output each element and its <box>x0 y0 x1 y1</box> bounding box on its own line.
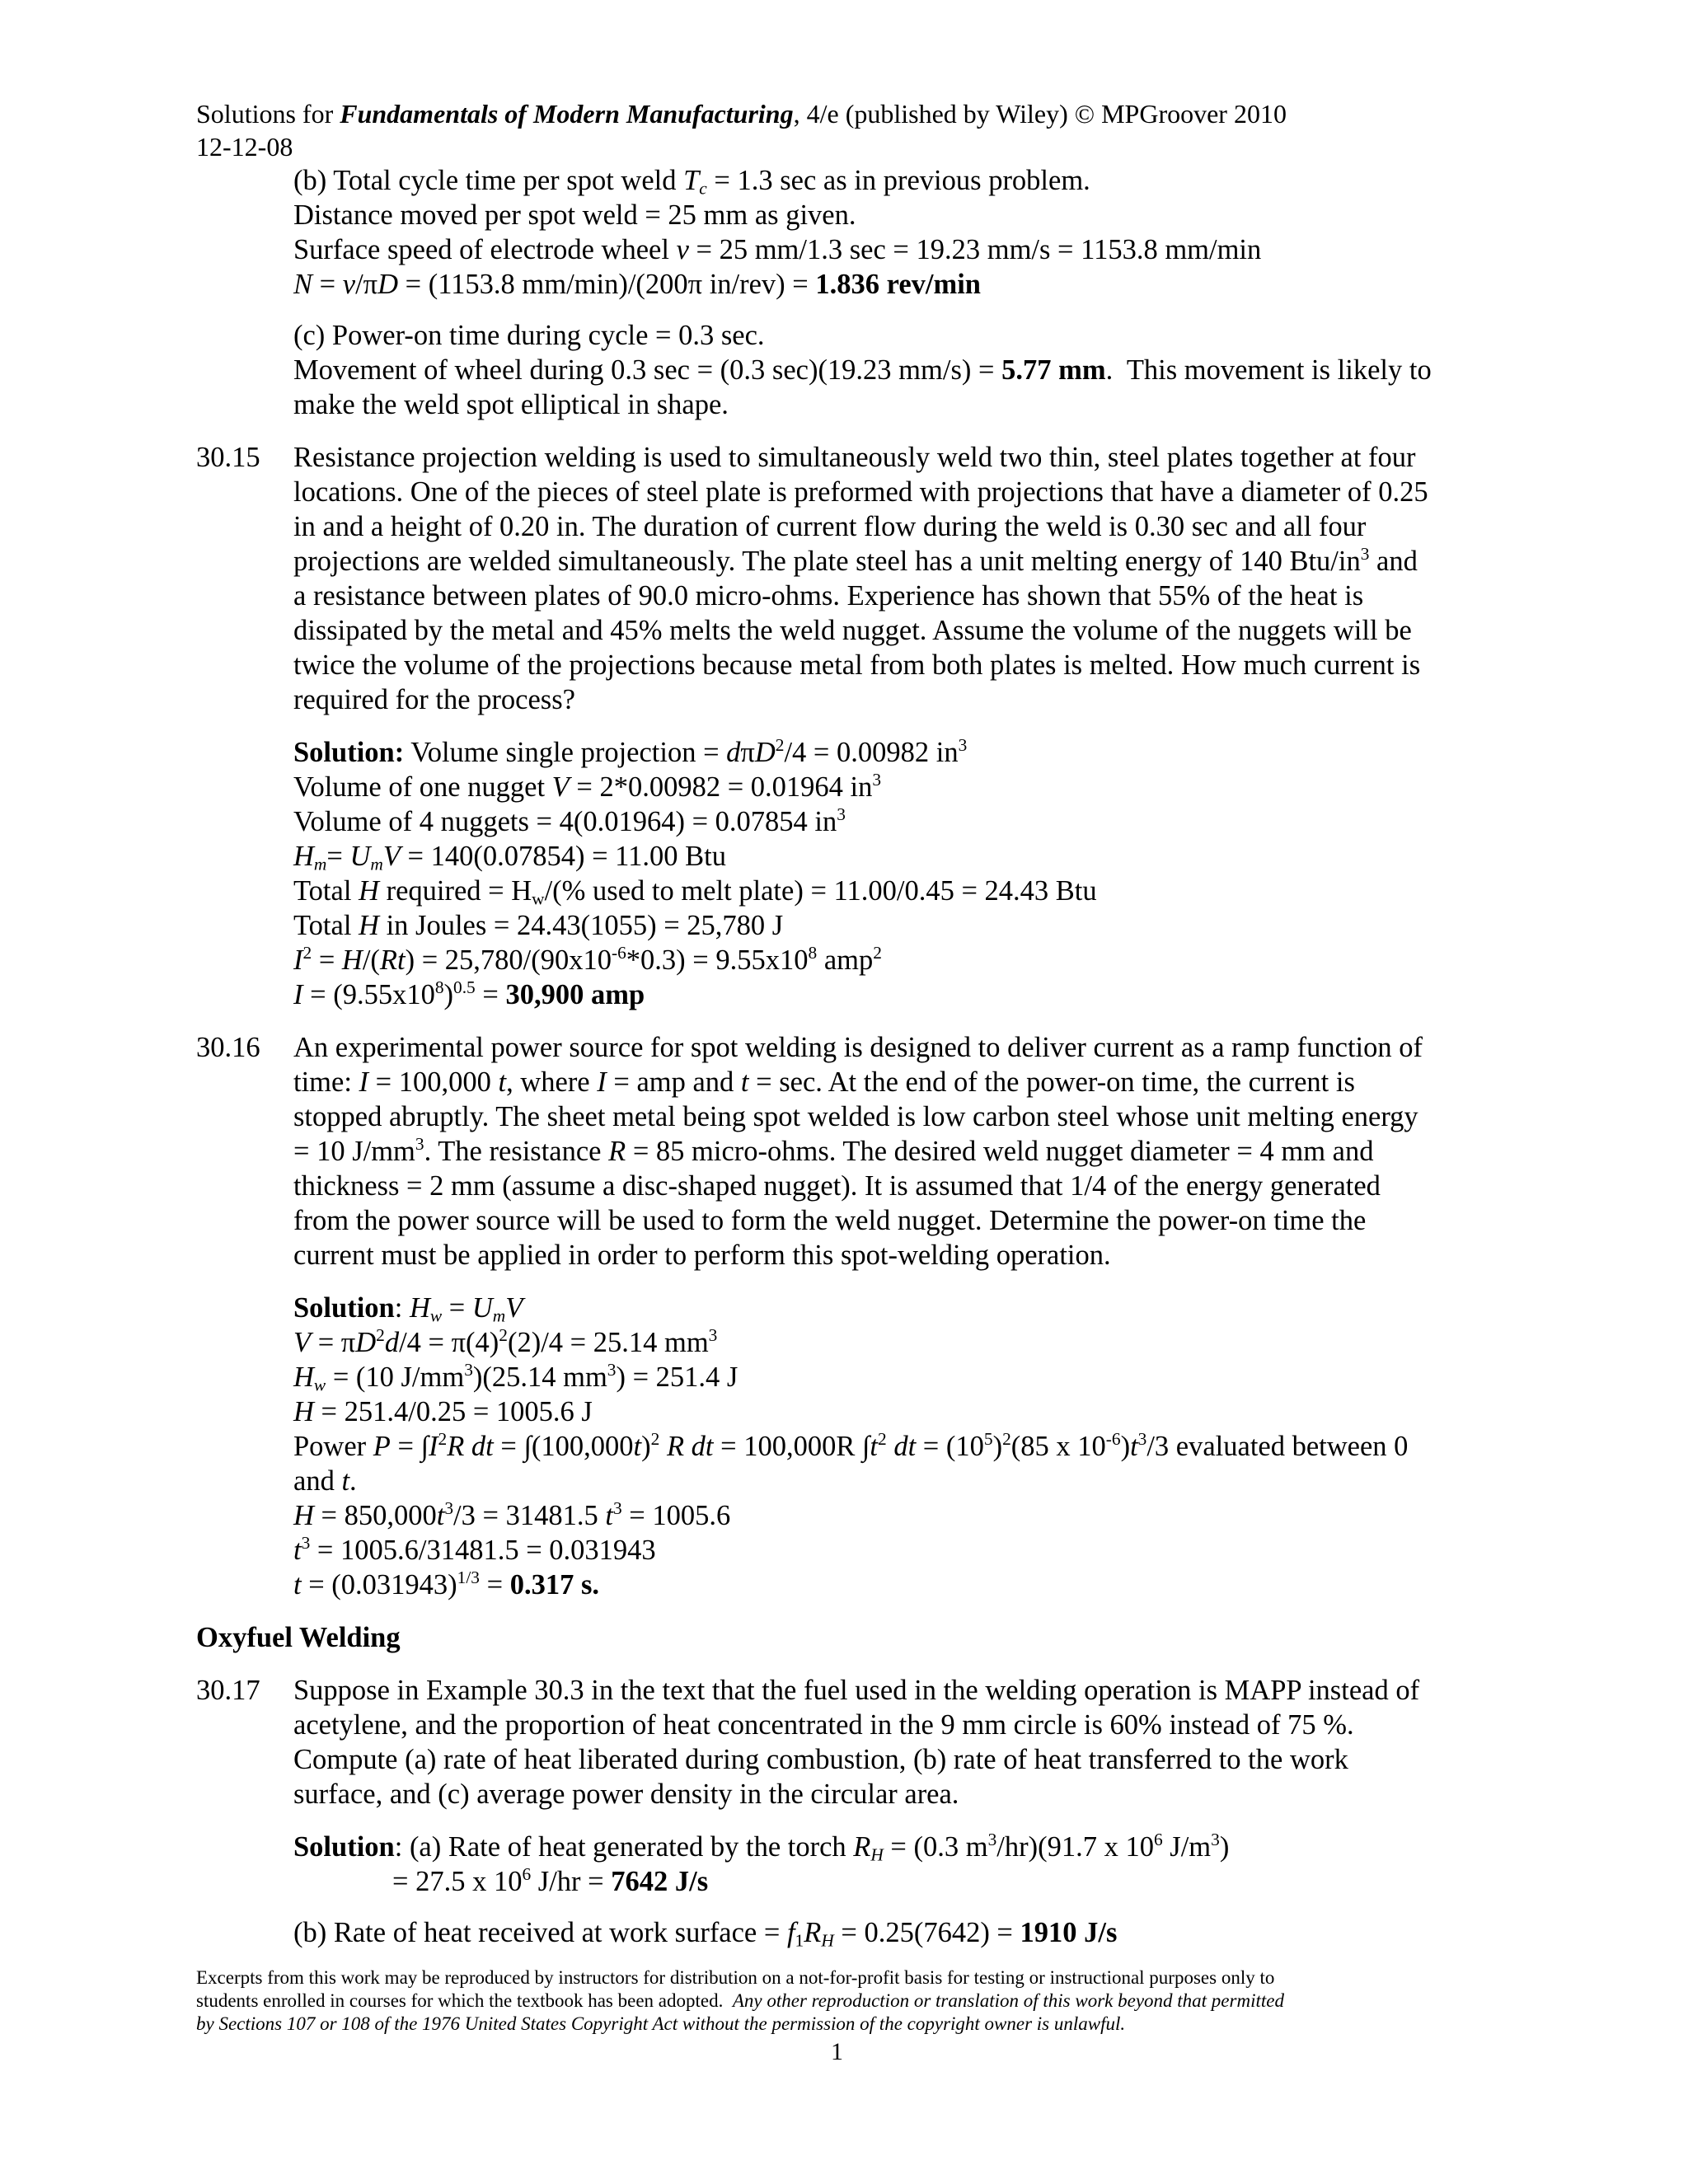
solution-line: (c) Power-on time during cycle = 0.3 sec. <box>293 320 765 351</box>
solution-line: (b) Rate of heat received at work surface = $f_1R_H = 0.25(7642) = 1910$ J/s <box>293 1917 1118 1951</box>
solution-line: $I^2 = H/(Rt) = 25,780/(90x10^{-6}*0.3) = 9.55x10^8$ amp$^2$ <box>293 943 882 976</box>
solution-line: Solution: $H_w = U_mV$ <box>293 1292 523 1326</box>
problem-number: 30.17 <box>196 1675 260 1706</box>
solution-line: H = 251.4/0.25 = 1005.6 J <box>293 1396 593 1427</box>
problem-text: locations. One of the pieces of steel plate is preformed with projections that have a diameter of 0.25 <box>293 476 1428 508</box>
problem-text: a resistance between plates of 90.0 micro-ohms. Experience has shown that 55% of the heat is <box>293 580 1364 612</box>
problem-text: time: I = 100,000 t, where I = amp and t = sec. At the end of the power-on time, the current is <box>293 1066 1355 1098</box>
copyright-footer: by Sections 107 or 108 of the 1976 United States Copyright Act without the permission of the copyright owner is unlawful. <box>196 2013 1126 2034</box>
solution-line: $t^3 = 1005.6/31481.5 = 0.031943$ <box>293 1533 656 1566</box>
problem-text: twice the volume of the projections because metal from both plates is melted. How much current is <box>293 649 1421 681</box>
problem-text: projections are welded simultaneously. The plate steel has a unit melting energy of 140 Btu/$in^3$ and <box>293 544 1418 577</box>
solution-line: $t = (0.031943)^{1/3} = 0.317$ s. <box>293 1568 600 1601</box>
copyright-footer: students enrolled in courses for which the textbook has been adopted. Any other reproduction or translation of this work beyond that permitted <box>196 1990 1284 2011</box>
solution-line: N = v/πD = (1153.8 mm/min)/(200π in/rev) = 1.836 rev/min <box>293 269 981 300</box>
solution-line: Movement of wheel during 0.3 sec = (0.3 sec)(19.23 mm/s) = 5.77 mm. This movement is likely to <box>293 354 1432 386</box>
solution-line: $I = (9.55x10^8)^{0.5} = 30,900$ amp <box>293 977 645 1010</box>
problem-text: Suppose in Example 30.3 in the text that the fuel used in the welding operation is MAPP instead of <box>293 1675 1420 1706</box>
problem-number: 30.16 <box>196 1032 260 1063</box>
problem-text: Compute (a) rate of heat liberated during combustion, (b) rate of heat transferred to the work <box>293 1744 1348 1775</box>
problem-text: An experimental power source for spot welding is designed to deliver current as a ramp function of <box>293 1032 1423 1063</box>
page-header: Solutions for Fundamentals of Modern Manufacturing, 4/e (published by Wiley) © MPGroover 2010 <box>196 99 1287 129</box>
solution-line: Surface speed of electrode wheel v = 25 mm/1.3 sec = 19.23 mm/s = 1153.8 mm/min <box>293 234 1262 265</box>
problem-number: 30.15 <box>196 442 260 473</box>
book-title: Fundamentals of Modern Manufacturing <box>340 99 794 129</box>
solution-line: Volume of 4 nuggets = 4(0.01964) = 0.07854 $in^3$ <box>293 804 846 837</box>
problem-text: surface, and (c) average power density in the circular area. <box>293 1779 959 1810</box>
problem-text: current must be applied in order to perform this spot-welding operation. <box>293 1240 1111 1271</box>
solution-line: Solution: Volume single projection = dπD$^2$/4 = 0.00982 $in^3$ <box>293 735 968 768</box>
copyright-footer: Excerpts from this work may be reproduced by instructors for distribution on a not-for-profit basis for testing or instructional purposes only to <box>196 1967 1275 1988</box>
header-date: 12-12-08 <box>196 132 293 162</box>
solution-line: Total H in Joules = 24.43(1055) = 25,780 J <box>293 910 784 941</box>
solution-line: Solution: (a) Rate of heat generated by the torch $R_H = (0.3$ $m^3/hr)(91.7$ x $10^6$ $J/m^3$) <box>293 1830 1230 1865</box>
solution-line: $H = 850,000t^3/3 = 31481.5$ $t^3 = 1005.6$ <box>293 1498 731 1531</box>
problem-text: acetylene, and the proportion of heat concentrated in the 9 mm circle is 60% instead of 75 %. <box>293 1709 1354 1741</box>
solution-line: $V = \pi D^2d/4 = \pi(4)^2(2)/4 = 25.14$ $mm^3$ <box>293 1325 718 1358</box>
problem-text: required for the process? <box>293 684 575 715</box>
solution-line: $H_m= U_mV = 140(0.07854) = 11.00$ Btu <box>293 841 726 874</box>
section-heading: Oxyfuel Welding <box>196 1622 401 1653</box>
page-number: 1 <box>831 2038 843 2065</box>
solution-line: Distance moved per spot weld = 25 mm as given. <box>293 199 856 231</box>
solution-line: = 27.5 x $10^6$ J/hr = 7642 J/s <box>392 1864 709 1897</box>
solution-line: (b) Total cycle time per spot weld $T_c = 1.3$ sec as in previous problem. <box>293 165 1090 199</box>
solution-line: Volume of one nugget V = 2*0.00982 = 0.01964 $in^3$ <box>293 770 882 803</box>
solution-line: Power $P = \int I^2R$ dt = $\int(100,000t)^2$ R dt = 100,000R $\int t^2$ dt = $(10^5)^2(85$ x $10^{-6})t^3/3$ evaluated between 0 <box>293 1429 1409 1462</box>
solution-line: and t. <box>293 1465 357 1497</box>
solution-line: $H_w = (10$ $J/mm^3)(25.14$ $mm^3) = 251.4$ J <box>293 1360 738 1395</box>
problem-text: thickness = 2 mm (assume a disc-shaped nugget). It is assumed that 1/4 of the energy generated <box>293 1170 1381 1202</box>
solution-line: Total H required = $H_w/(\%$ used to melt plate) = 11.00/0.45 = 24.43 Btu <box>293 875 1097 909</box>
solution-line: make the weld spot elliptical in shape. <box>293 389 729 420</box>
problem-text: stopped abruptly. The sheet metal being spot welded is low carbon steel whose unit melting energy <box>293 1101 1418 1132</box>
problem-text: dissipated by the metal and 45% melts the weld nugget. Assume the volume of the nuggets will be <box>293 615 1412 646</box>
problem-text: Resistance projection welding is used to simultaneously weld two thin, steel plates together at four <box>293 442 1416 473</box>
problem-text: in and a height of 0.20 in. The duration of current flow during the weld is 0.30 sec and all four <box>293 511 1367 542</box>
problem-text: = 10 $J/mm^3$. The resistance R = 85 micro-ohms. The desired weld nugget diameter = 4 mm and <box>293 1134 1374 1167</box>
problem-text: from the power source will be used to form the weld nugget. Determine the power-on time the <box>293 1205 1367 1236</box>
